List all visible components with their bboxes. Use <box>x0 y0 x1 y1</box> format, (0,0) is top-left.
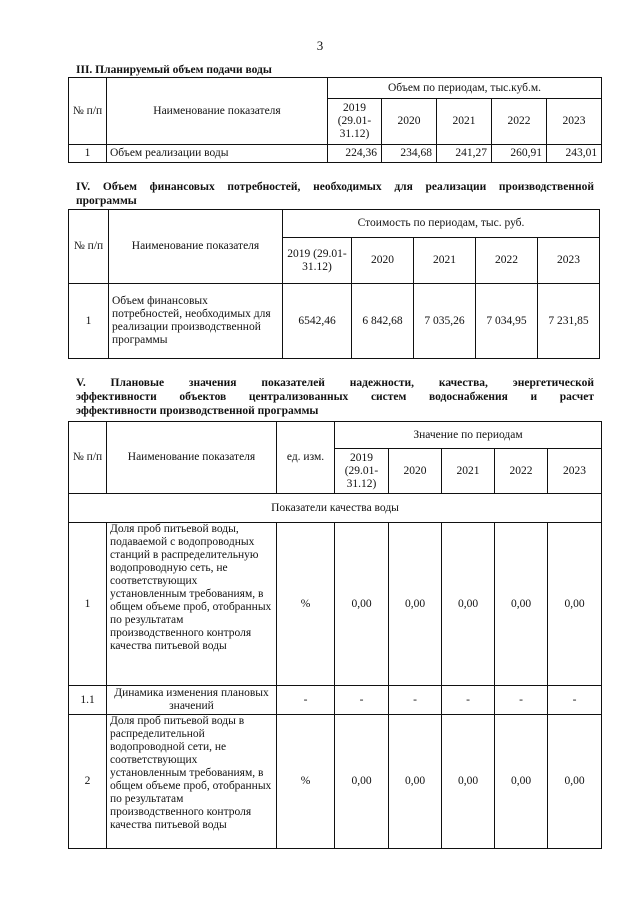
row-value: 7 231,85 <box>538 284 600 359</box>
row-value: 6 842,68 <box>352 284 414 359</box>
row-name: Динамика изменения плановых значений <box>107 686 277 715</box>
year-header: 2023 <box>538 238 600 284</box>
row-no: 1 <box>69 284 109 359</box>
row-value: 234,68 <box>382 145 437 163</box>
row-value: 0,00 <box>389 523 442 686</box>
row-value: 0,00 <box>548 523 602 686</box>
quality-indicators-table <box>68 421 602 849</box>
row-value: 6542,46 <box>283 284 352 359</box>
year-header: 2020 <box>382 99 437 145</box>
row-value: 241,27 <box>437 145 492 163</box>
row-value: - <box>495 686 548 715</box>
row-value: 0,00 <box>495 523 548 686</box>
table-row <box>69 284 600 359</box>
table-row <box>69 523 602 686</box>
year-header: 2019 (29.01-31.12) <box>328 99 382 145</box>
row-unit: - <box>277 686 335 715</box>
table-row <box>69 715 602 849</box>
year-header: 2023 <box>547 99 602 145</box>
row-unit: % <box>277 715 335 849</box>
row-name: Объем финансовых потребностей, необходимых для реализации производственной программы <box>109 284 283 359</box>
year-header: 2020 <box>352 238 414 284</box>
section5-title-line1: V. Плановые значения показателей надежности, качества, энергетической <box>76 377 594 389</box>
year-header: 2021 <box>442 449 495 494</box>
col-unit-header: ед. изм. <box>277 422 335 494</box>
row-no: 2 <box>69 715 107 849</box>
table-row <box>69 145 602 163</box>
year-header: 2022 <box>492 99 547 145</box>
supply-volume-table <box>68 77 602 163</box>
year-header: 2021 <box>414 238 476 284</box>
period-header: Значение по периодам <box>335 422 602 449</box>
col-name-header: Наименование показателя <box>109 210 283 284</box>
year-header: 2019 (29.01-31.12) <box>335 449 389 494</box>
col-name-header: Наименование показателя <box>107 78 328 145</box>
page-number: 3 <box>316 38 324 53</box>
row-value: 224,36 <box>328 145 382 163</box>
row-value: 260,91 <box>492 145 547 163</box>
row-value: 243,01 <box>547 145 602 163</box>
row-name: Доля проб питьевой воды, подаваемой с водопроводных станций в распределительную водопроводную сеть, не соответствующих установленным требованиям, в общем объеме проб, отобранных по результатам производственного контроля качества питьевой воды <box>107 523 277 686</box>
row-value: 7 034,95 <box>476 284 538 359</box>
row-value: - <box>442 686 495 715</box>
year-header: 2023 <box>548 449 602 494</box>
row-no: 1 <box>69 145 107 163</box>
section4-title-line2: программы <box>76 195 137 207</box>
period-header: Объем по периодам, тыс.куб.м. <box>328 78 602 99</box>
year-header: 2019 (29.01-31.12) <box>283 238 352 284</box>
row-value: 0,00 <box>442 715 495 849</box>
row-name: Объем реализации воды <box>107 145 328 163</box>
year-header: 2022 <box>495 449 548 494</box>
row-value: 0,00 <box>389 715 442 849</box>
row-unit: % <box>277 523 335 686</box>
row-value: 0,00 <box>495 715 548 849</box>
row-value: 0,00 <box>335 715 389 849</box>
table-row <box>69 686 602 715</box>
row-value: 0,00 <box>335 523 389 686</box>
group-title: Показатели качества воды <box>69 494 602 523</box>
section3-title: III. Планируемый объем подачи воды <box>76 64 272 76</box>
row-value: 7 035,26 <box>414 284 476 359</box>
row-value: 0,00 <box>548 715 602 849</box>
row-name: Доля проб питьевой воды в распределительной водопроводной сети, не соответствующих установленным требованиям, в общем объеме проб, отобранных по результатам производственного контроля качества питьевой воды <box>107 715 277 849</box>
row-value: - <box>548 686 602 715</box>
col-no-header: № п/п <box>69 422 107 494</box>
year-header: 2022 <box>476 238 538 284</box>
row-no: 1 <box>69 523 107 686</box>
year-header: 2021 <box>437 99 492 145</box>
col-no-header: № п/п <box>69 210 109 284</box>
row-value: 0,00 <box>442 523 495 686</box>
section5-title-line2: эффективности объектов централизованных систем водоснабжения и расчет <box>76 391 594 403</box>
financial-needs-table <box>68 209 600 359</box>
year-header: 2020 <box>389 449 442 494</box>
section5-title-line3: эффективности производственной программы <box>76 405 319 417</box>
row-value: - <box>335 686 389 715</box>
period-header: Стоимость по периодам, тыс. руб. <box>283 210 600 238</box>
col-no-header: № п/п <box>69 78 107 145</box>
row-value: - <box>389 686 442 715</box>
row-no: 1.1 <box>69 686 107 715</box>
section4-title-line1: IV. Объем финансовых потребностей, необходимых для реализации производственной <box>76 181 594 193</box>
col-name-header: Наименование показателя <box>107 422 277 494</box>
